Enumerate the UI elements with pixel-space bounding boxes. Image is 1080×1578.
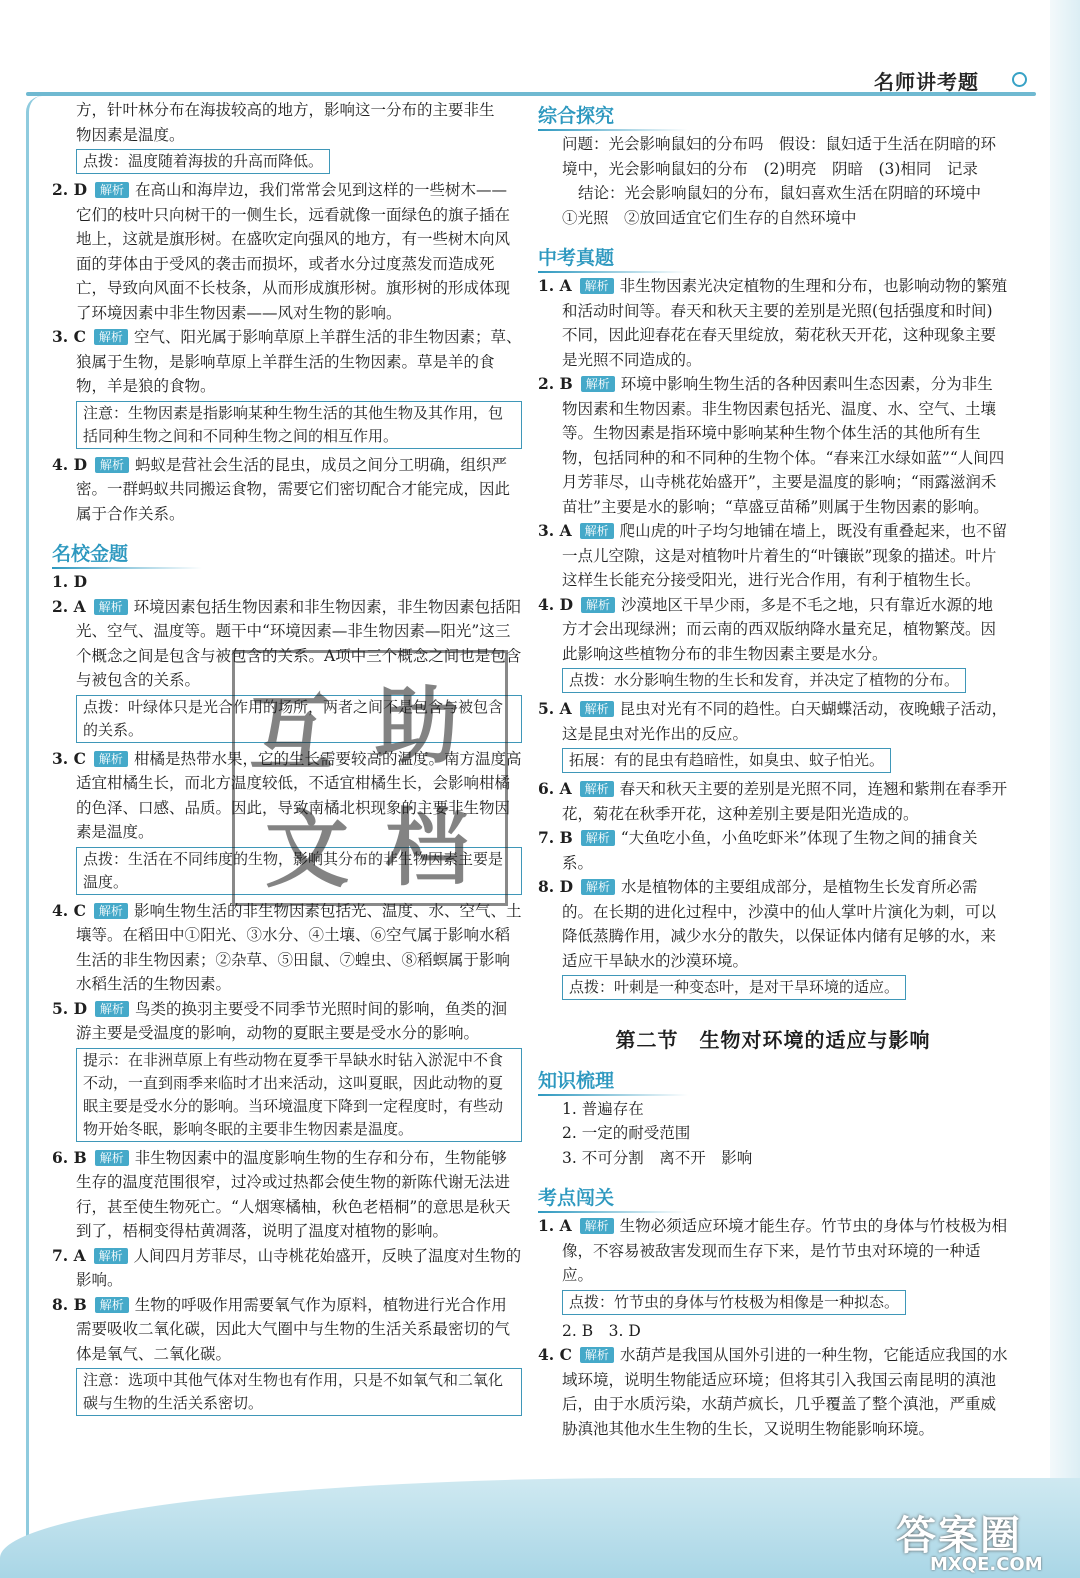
watermark-char: 互 (249, 685, 334, 783)
analysis-tag: 解析 (95, 1150, 129, 1166)
note-box: 点拨：竹节虫的身体与竹枝极为相像是一种拟态。 (562, 1290, 906, 1315)
watermark-char: 助 (375, 677, 460, 775)
corner-watermark: 答案圈 (896, 1513, 1022, 1559)
analysis-tag: 解析 (94, 1248, 128, 1264)
analysis-tag: 解析 (581, 597, 615, 613)
note-box: 提示：在非洲草原上有些动物在夏季干旱缺水时钻入淤泥中不食不动，一直到雨季来临时才出来活动，这叫夏眠，因此动物的夏眠主要是受水分的影响。当环境温度下降到一定程度时，有些动物开始冬眠，影响冬眠的主要非生物因素是温度。 (76, 1048, 522, 1142)
answer-item: 5. A 解析 昆虫对光有不同的趋性。白天蝴蝶活动，夜晚蛾子活动，这是昆虫对光作出的反应。 (538, 699, 1008, 743)
note-box: 点拨：叶绿体只是光合作用的场所，两者之间不是包含与被包含的关系。 (76, 695, 522, 743)
analysis-tag: 解析 (581, 376, 615, 392)
explore-text: ①光照 ②放回适宜它们生存的自然环境中 (562, 208, 857, 227)
right-column (538, 98, 1008, 1441)
answer-item: 7. B 解析 “大鱼吃小鱼，小鱼吃虾米”体现了生物之间的捕食关系。 (538, 828, 978, 872)
explore-text: 结论：光会影响鼠妇的分布，鼠妇喜欢生活在阴暗的环境中 (578, 184, 982, 202)
answer-item: 3. A 解析 爬山虎的叶子均匀地铺在墙上，既没有重叠起来，也不留一点儿空隙，这是对植物叶片着生的“叶镶嵌”现象的描述。叶片这样生长能充分接受阳光，进行光合作用，有利于植物生长。 (538, 521, 1008, 589)
section-heading: 综合探究 (538, 102, 1008, 130)
section-heading: 考点闯关 (538, 1184, 1008, 1212)
note-box: 点拨：叶刺是一种变态叶，是对干旱环境的适应。 (562, 975, 906, 1000)
analysis-tag: 解析 (94, 903, 128, 919)
header-circle-icon (1012, 72, 1027, 87)
answer-item: 2. B 3. D (562, 1321, 641, 1340)
analysis-tag: 解析 (580, 278, 614, 294)
answer-item: 3. C 解析 空气、阳光属于影响草原上羊群生活的非生物因素；草、狼属于生物，是影响草原上羊群生活的生物因素。草是羊的食物，羊是狼的食物。 (52, 327, 522, 395)
analysis-tag: 解析 (95, 1001, 129, 1017)
answer-item: 5. D 解析 鸟类的换羽主要受不同季节光照时间的影响，鱼类的洄游主要是受温度的影响，动物的夏眠主要是受水分的影响。 (52, 998, 508, 1042)
note-box: 注意：选项中其他气体对生物也有作用，只是不如氧气和二氧化碳与生物的生活关系密切。 (76, 1368, 522, 1416)
answer-item: 3. C 解析 柑橘是热带水果，它的生长需要较高的温度。南方温度高适宜柑橘生长，而北方温度较低，不适宜柑橘生长，会影响柑橘的色泽、口感、品质。因此，导致南橘北枳现象的主要非生物因素是温度。 (52, 748, 522, 841)
watermark-char: 文 (265, 801, 350, 899)
header-title: 名师讲考题 (874, 70, 979, 94)
left-column (52, 98, 522, 1420)
margin-curve (26, 96, 45, 1536)
page-edge (1050, 0, 1080, 1578)
analysis-tag: 解析 (94, 751, 128, 767)
note-box: 点拨：生活在不同纬度的生物，影响其分布的非生物因素主要是温度。 (76, 847, 522, 895)
answer-item: 3. 不可分割 离不开 影响 (562, 1148, 753, 1167)
analysis-tag: 解析 (580, 701, 614, 717)
note-box: 注意：生物因素是指影响某种生物生活的其他生物及其作用，包括同种生物之间和不同种生物之间的相互作用。 (76, 401, 522, 449)
section-heading: 名校金题 (52, 540, 522, 568)
answer-item: 1. D (52, 572, 88, 591)
answer-item: 7. A 解析 人间四月芳菲尽，山寺桃花始盛开，反映了温度对生物的影响。 (52, 1245, 522, 1289)
analysis-tag: 解析 (94, 329, 128, 345)
answer-item: 4. C 解析 影响生物生活的非生物因素包括光、温度、水、空气、土壤等。在稻田中①阳光、③水分、④土壤、⑥空气属于影响水稻生活的非生物因素；②杂草、⑤田鼠、⑦蝗虫、⑧稻螟属于影响水稻生活的生物因素。 (52, 900, 522, 993)
answer-item: 1. 普遍存在 (562, 1099, 644, 1118)
answer-item: 6. B 解析 非生物因素中的温度影响生物的生存和分布，生物能够生存的温度范围很窄，过冷或过热都会使生物的新陈代谢无法进行，甚至使生物死亡。“人烟寒橘柚，秋色老梧桐”的意思是秋天到了，梧桐变得枯黄凋落，说明了温度对植物的影响。 (52, 1147, 511, 1240)
intro-note: 点拨：温度随着海拔的升高而降低。 (76, 149, 330, 174)
analysis-tag: 解析 (581, 879, 615, 895)
analysis-tag: 解析 (95, 1297, 129, 1313)
analysis-tag: 解析 (95, 182, 129, 198)
explore-text: 问题：光会影响鼠妇的分布吗 假设：鼠妇适于生活在阴暗的环境中，光会影响鼠妇的分布 (2)明亮 阴暗 (3)相同 记录 (562, 135, 997, 178)
analysis-tag: 解析 (95, 457, 129, 473)
answer-item: 4. C 解析 水葫芦是我国从国外引进的一种生物，它能适应我国的水域环境，说明生物能适应环境；但将其引入我国云南昆明的滇池后，由于水质污染，水葫芦疯长，几乎覆盖了整个滇池，严重威胁滇池其他水生生物的生长，又说明生物能影响环境。 (538, 1345, 1008, 1438)
analysis-tag: 解析 (580, 1218, 614, 1234)
answer-item: 1. A 解析 非生物因素光决定植物的生理和分布，也影响动物的繁殖和活动时间等。春天和秋天主要的差别是光照(包括强度和时间)不同，因此迎春花在春天里绽放，菊花秋天开花，这种现象主要是光照不同造成的。 (538, 276, 1008, 369)
analysis-tag: 解析 (580, 1347, 614, 1363)
intro-text: 方，针叶林分布在海拔较高的地方，影响这一分布的主要非生 物因素是温度。 (76, 101, 495, 144)
section-heading: 知识梳理 (538, 1067, 1008, 1095)
corner-watermark-url: MXQE.COM (930, 1554, 1043, 1575)
answer-item: 4. D 解析 沙漠地区干旱少雨，多是不毛之地，只有靠近水源的地方才会出现绿洲；而云南的西双版纳降水量充足，植物繁茂。因此影响这些植物分布的非生物因素主要是水分。 (538, 594, 997, 663)
chapter-title: 第二节 生物对环境的适应与影响 (615, 1028, 931, 1052)
analysis-tag: 解析 (580, 781, 614, 797)
answer-item: 6. A 解析 春天和秋天主要的差别是光照不同，连翘和紫荆在春季开花，菊花在秋季开花，这种差别主要是阳光造成的。 (538, 779, 1008, 823)
answer-item: 4. D 解析 蚂蚁是营社会生活的昆虫，成员之间分工明确，组织严密。一群蚂蚁共同搬运食物，需要它们密切配合才能完成，因此属于合作关系。 (52, 454, 511, 523)
answer-item: 2. B 解析 环境中影响生物生活的各种因素叫生态因素，分为非生物因素和生物因素。非生物因素包括光、温度、水、空气、土壤等。生物因素是指环境中影响某种生物个体生活的其他所有生物，包括同种的和不同种的生物个体。“春来江水绿如蓝”“人间四月芳菲尽，山寺桃花始盛开”，主要是温度的影响；“雨露滋润禾苗壮”主要是水的影响；“草盛豆苗稀”则属于生物因素的影响。 (538, 374, 1005, 516)
answer-item: 2. 一定的耐受范围 (562, 1124, 691, 1142)
section-heading: 中考真题 (538, 244, 1008, 272)
analysis-tag: 解析 (94, 599, 128, 615)
analysis-tag: 解析 (581, 830, 615, 846)
answer-item: 8. B 解析 生物的呼吸作用需要氧气作为原料，植物进行光合作用需要吸收二氧化碳，因此大气圈中与生物的生活关系最密切的气体是氧气、二氧化碳。 (52, 1294, 511, 1363)
note-box: 拓展：有的昆虫有趋暗性，如臭虫、蚊子怕光。 (562, 748, 891, 773)
answer-item: 2. D 解析 在高山和海岸边，我们常常会见到这样的一些树木——它们的枝叶只向树干的一侧生长，远看就像一面绿色的旗子插在地上，这就是旗形树。在盛吹定向强风的地方，有一些树木向风面的芽体由于受风的袭击而损坏，或者水分过度蒸发而造成死亡，导致向风面不长枝条，从而形成旗形树。旗形树的形成体现了环境因素中非生物因素——风对生物的影响。 (52, 180, 511, 322)
note-box: 点拨：水分影响生物的生长和发育，并决定了植物的分布。 (562, 668, 966, 693)
analysis-tag: 解析 (580, 523, 614, 539)
answer-item: 1. A 解析 生物必须适应环境才能生存。竹节虫的身体与竹枝极为相像，不容易被敌害发现而生存下来，是竹节虫对环境的一种适应。 (538, 1216, 1008, 1284)
watermark-char: 档 (385, 799, 470, 897)
answer-item: 8. D 解析 水是植物体的主要组成部分，是植物生长发育所必需的。在长期的进化过程中，沙漠中的仙人掌叶片演化为刺，可以降低蒸腾作用，减少水分的散失，以保证体内储有足够的水，来适应干旱缺水的沙漠环境。 (538, 877, 997, 970)
answer-item: 2. A 解析 环境因素包括生物因素和非生物因素，非生物因素包括阳光、空气、温度等。题干中“环境因素—非生物因素—阳光”这三个概念之间是包含与被包含的关系。A项中三个概念之间也是包含与被包含的关系。 (52, 596, 522, 689)
